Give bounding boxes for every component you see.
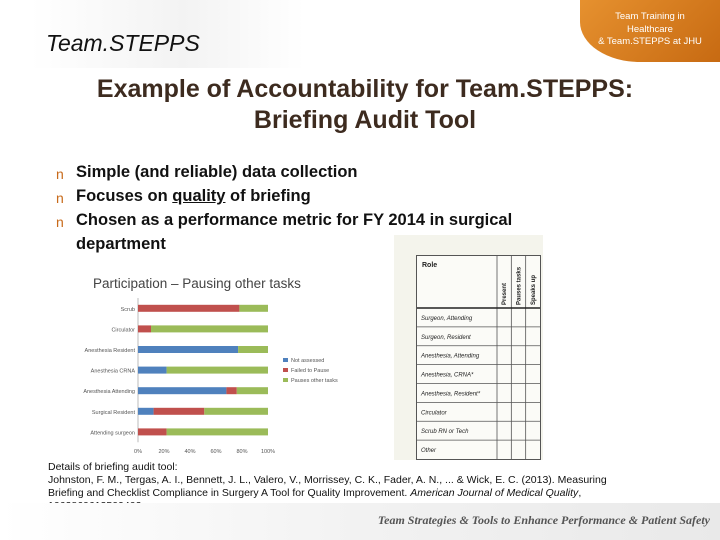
bullet-item	[56, 160, 580, 184]
chart-legend-label: Failed to Pause	[291, 368, 330, 374]
audit-column-header: Pauses tasks	[516, 266, 523, 305]
chart-bar-segment	[138, 408, 154, 415]
chart-category-label: Anesthesia Attending	[83, 389, 135, 396]
bullet-text: Simple (and reliable) data collection	[76, 163, 358, 181]
chart-legend-swatch	[283, 358, 288, 362]
chart-bar-segment	[154, 408, 205, 415]
chart-legend-swatch	[283, 378, 288, 382]
caption-reference-tail: ,	[578, 487, 582, 499]
chart-bar-segment	[138, 428, 167, 435]
chart-legend-swatch	[283, 368, 288, 372]
caption-heading: Details of briefing audit tool:	[48, 461, 178, 473]
audit-role-label: Other	[421, 448, 437, 455]
bullet-square-icon: n	[56, 214, 64, 230]
bullet-square-icon: n	[56, 166, 64, 182]
audit-role-label: Anesthesia, Attending	[421, 353, 480, 360]
chart-bar-segment	[138, 367, 167, 374]
chart-bar-segment	[138, 346, 238, 353]
audit-role-label: Surgeon, Resident	[421, 334, 471, 341]
corner-line-2: Healthcare	[627, 23, 673, 35]
chart-tick-label: 100%	[260, 449, 276, 456]
chart-tick-label: 20%	[158, 449, 170, 456]
participation-chart	[68, 262, 358, 460]
chart-category-label: Anesthesia CRNA	[90, 368, 135, 375]
bullet-text: Chosen as a performance metric for FY 2014 in surgical department	[76, 211, 513, 253]
caption-journal: American Journal of Medical Quality	[410, 487, 579, 499]
chart-category-label: Attending surgeon	[90, 430, 135, 437]
chart-tick-label: 60%	[210, 449, 222, 456]
footer-tagline: Team Strategies & Tools to Enhance Performance & Patient Safety	[377, 513, 710, 527]
chart-bar-segment	[151, 325, 268, 332]
audit-role-label: Circulator	[421, 410, 447, 417]
chart-tick-label: 40%	[184, 449, 196, 456]
audit-role-label: Surgeon, Attending	[421, 315, 473, 322]
chart-category-label: Surgical Resident	[91, 409, 135, 416]
chart-tick-label: 80%	[236, 449, 248, 456]
chart-bar-segment	[237, 387, 268, 394]
audit-role-label: Anesthesia, Resident*	[421, 391, 481, 398]
corner-line-1: Team Training in	[615, 11, 685, 22]
chart-bar-segment	[226, 387, 236, 394]
bullet-text-tail: of briefing	[225, 187, 311, 205]
chart-bar-segment	[167, 428, 268, 435]
participation-chart-panel	[68, 262, 358, 460]
bullet-item	[56, 184, 580, 208]
slide-title	[40, 74, 690, 136]
chart-bar-segment	[239, 305, 268, 312]
chart-bar-segment	[204, 408, 268, 415]
corner-badge-text	[580, 11, 720, 49]
audit-role-label: Anesthesia, CRNA*	[421, 372, 474, 379]
audit-column-header: Present	[502, 282, 509, 305]
slide-title-line-2: Briefing Audit Tool	[253, 106, 477, 134]
chart-bar-segment	[167, 367, 268, 374]
chart-category-label: Circulator	[111, 327, 135, 334]
chart-category-label: Scrub	[120, 306, 135, 313]
audit-header-role: Role	[422, 262, 438, 269]
brand-logo-text: Team.STEPPS	[46, 30, 200, 56]
chart-tick-label: 0%	[134, 449, 142, 456]
corner-line-3: & Team.STEPPS at JHU	[598, 36, 702, 47]
chart-title: Participation – Pausing other tasks	[93, 276, 301, 291]
chart-bar-segment	[238, 346, 268, 353]
caption-reference-text: Johnston, F. M., Tergas, A. I., Bennett, J. L., Valero, V., Morrissey, C. K., Fader, A. N., ... & Wick, E. C. (2013). Measuring Briefing and Checklist Compliance in Surgery A Tool for Quality Improvement.	[48, 474, 607, 499]
chart-bar-segment	[138, 305, 239, 312]
chart-bar-segment	[138, 387, 226, 394]
audit-column-header: Speaks up	[530, 274, 537, 305]
bullet-text: Focuses on	[76, 187, 173, 205]
audit-role-label: Scrub RN or Tech	[421, 429, 469, 436]
chart-category-label: Anesthesia Resident	[84, 348, 135, 354]
bullet-emphasis: quality	[172, 187, 226, 205]
audit-tool-table	[417, 256, 540, 459]
chart-legend-label: Pauses other tasks	[291, 378, 338, 384]
chart-legend-label: Not assessed	[291, 358, 325, 364]
slide-title-line-1: Example of Accountability for Team.STEPPS:	[96, 75, 634, 103]
chart-bar-segment	[138, 325, 151, 332]
bullet-square-icon: n	[56, 190, 64, 206]
audit-tool-form	[416, 255, 541, 460]
